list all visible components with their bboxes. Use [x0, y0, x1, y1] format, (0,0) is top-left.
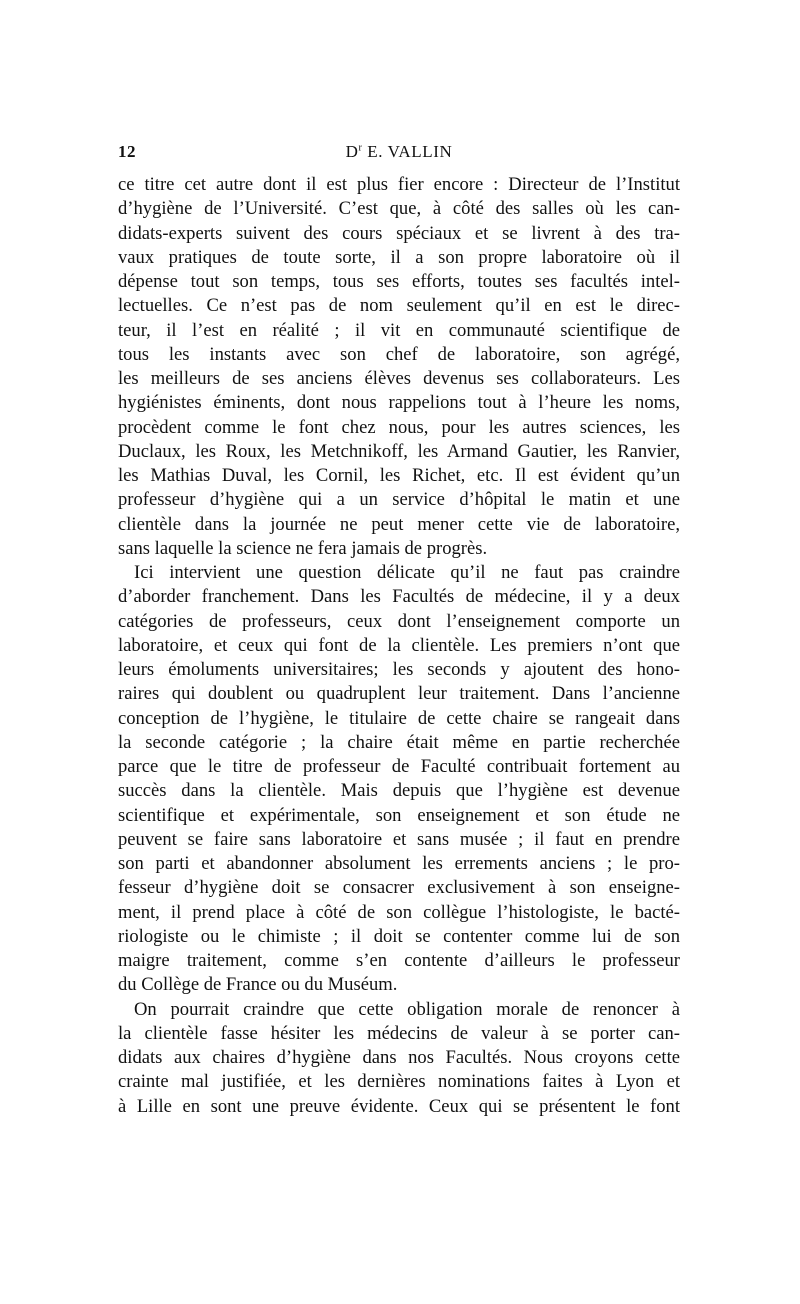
text-line: vaux pratiques de toute sorte, il a son propre laboratoire où il: [118, 246, 680, 268]
text-line: didats aux chaires d’hygiène dans nos Facultés. Nous croyons cette: [118, 1047, 680, 1068]
text-line: dépense tout son temps, tous ses efforts, toutes ses facultés intel-: [118, 271, 680, 292]
text-line: du Collège de France ou du Muséum.: [118, 974, 398, 996]
text-line: Ici intervient une question délicate qu’il ne faut pas craindre: [134, 562, 680, 583]
body-text: [118, 173, 680, 1119]
text-line: Duclaux, les Roux, les Metchnikoff, les Armand Gautier, les Ranvier,: [118, 440, 680, 462]
text-line: les Mathias Duval, les Cornil, les Richet, etc. Il est évident qu’un: [118, 465, 680, 486]
text-line: la seconde catégorie ; la chaire était même en partie recherchée: [118, 731, 680, 753]
text-line: professeur d’hygiène qui a un service d’hôpital le matin et une: [118, 489, 680, 511]
text-line: son parti et abandonner absolument les errements anciens ; le pro-: [118, 853, 680, 874]
text-line: procèdent comme le font chez nous, pour les autres sciences, les: [118, 416, 680, 438]
text-line: riologiste ou le chimiste ; il doit se contenter comme lui de son: [118, 925, 680, 947]
text-line: maigre traitement, comme s’en contente d’ailleurs le professeur: [118, 950, 680, 971]
text-line: fesseur d’hygiène doit se consacrer exclusivement à son enseigne-: [118, 877, 680, 899]
text-line: ce titre cet autre dont il est plus fier encore : Directeur de l’Institut: [118, 174, 680, 195]
title-name: E. VALLIN: [362, 142, 453, 161]
text-line: ment, il prend place à côté de son collègue l’histologiste, le bacté-: [118, 901, 680, 923]
text-line: clientèle dans la journée ne peut mener cette vie de laboratoire,: [118, 513, 680, 535]
text-line: d’aborder franchement. Dans les Facultés de médecine, il y a deux: [118, 586, 680, 608]
text-line: leurs émoluments universitaires; les seconds y ajoutent des hono-: [118, 659, 680, 680]
text-line: succès dans la clientèle. Mais depuis que l’hygiène est devenue: [118, 780, 680, 802]
text-line: crainte mal justifiée, et les dernières nominations faites à Lyon et: [118, 1071, 680, 1093]
text-line: peuvent se faire sans laboratoire et sans musée ; il faut en prendre: [118, 828, 680, 850]
running-head: [118, 142, 680, 168]
text-line: conception de l’hygiène, le titulaire de cette chaire se rangeait dans: [118, 707, 680, 729]
text-line: catégories de professeurs, ceux dont l’enseignement comporte un: [118, 610, 680, 632]
text-line: tous les instants avec son chef de laboratoire, son agrégé,: [118, 343, 680, 365]
running-head-title: [118, 142, 680, 162]
text-line: la clientèle fasse hésiter les médecins de valeur à se porter can-: [118, 1022, 680, 1044]
text-line: laboratoire, et ceux qui font de la clientèle. Les premiers n’ont que: [118, 634, 680, 656]
text-line: raires qui doublent ou quadruplent leur traitement. Dans l’ancienne: [118, 683, 680, 705]
title-superscript: r: [358, 142, 363, 154]
page-number: 12: [118, 142, 136, 161]
text-line: les meilleurs de ses anciens élèves devenus ses collaborateurs. Les: [118, 368, 680, 389]
text-line: teur, il l’est en réalité ; il vit en communauté scientifique de: [118, 319, 680, 341]
text-line: d’hygiène de l’Université. C’est que, à côté des salles où les can-: [118, 198, 680, 220]
title-prefix: D: [345, 142, 359, 161]
text-line: sans laquelle la science ne fera jamais de progrès.: [118, 537, 488, 559]
text-line: lectuelles. Ce n’est pas de nom seulement qu’il en est le direc-: [118, 295, 680, 317]
text-line: scientifique et expérimentale, son enseignement et son étude ne: [118, 804, 680, 826]
text-line: didats-experts suivent des cours spéciaux et se livrent à des tra-: [118, 222, 680, 244]
text-line: On pourrait craindre que cette obligation morale de renoncer à: [134, 998, 680, 1020]
text-line: à Lille en sont une preuve évidente. Ceux qui se présentent le font: [118, 1095, 680, 1117]
text-line: hygiénistes éminents, dont nous rappelions tout à l’heure les noms,: [118, 392, 680, 414]
text-line: parce que le titre de professeur de Faculté contribuait fortement au: [118, 756, 680, 777]
